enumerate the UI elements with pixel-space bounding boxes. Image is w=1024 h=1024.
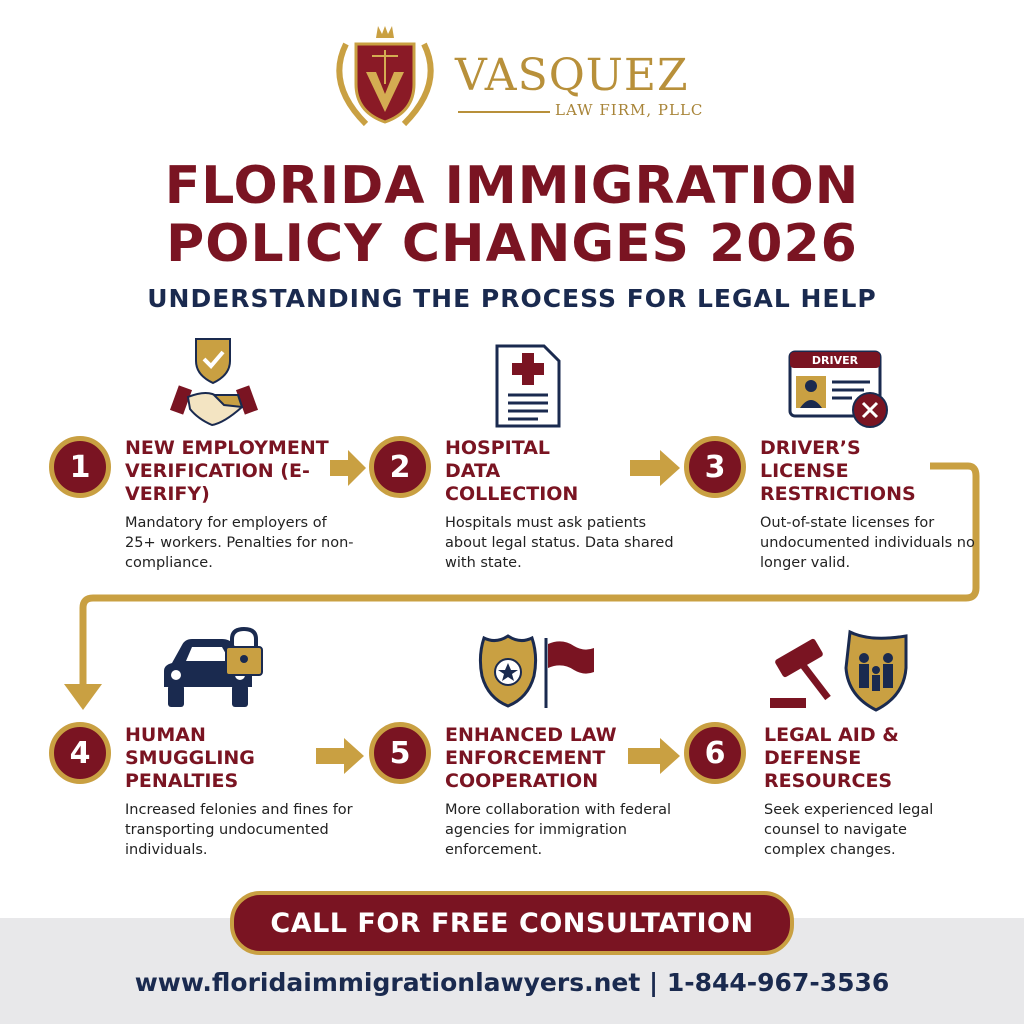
contact-info[interactable]: www.floridaimmigrationlawyers.net | 1-844-967-3536 [134, 968, 890, 997]
free-consultation-button[interactable]: CALL FOR FREE CONSULTATION [230, 891, 794, 955]
page-subtitle: UNDERSTANDING THE PROCESS FOR LEGAL HELP [147, 284, 877, 313]
arrow-5-6 [628, 738, 680, 774]
step-2-desc: Hospitals must ask patients about legal status. Data shared with state. [445, 515, 674, 571]
gavel-family-shield-icon [766, 628, 912, 714]
page-title-line1: FLORIDA IMMIGRATION [164, 156, 860, 216]
logo-name: VASQUEZ [455, 50, 689, 101]
step-4-title: HUMAN SMUGGLING PENALTIES [125, 724, 255, 792]
medical-document-icon [494, 343, 562, 429]
page-title-line2: POLICY CHANGES 2026 [166, 214, 858, 274]
car-lock-icon [160, 625, 270, 713]
step-5-title: ENHANCED LAW ENFORCEMENT COOPERATION [445, 724, 617, 792]
step-3-number: 3 [684, 436, 746, 498]
step-2-number: 2 [369, 436, 431, 498]
license-card-label: DRIVER [811, 354, 859, 367]
step-3-desc: Out-of-state licenses for undocumented individuals no longer valid. [760, 515, 975, 571]
step-2-title: HOSPITAL DATA COLLECTION [445, 437, 579, 505]
step-6-desc: Seek experienced legal counsel to navigate complex changes. [764, 802, 934, 858]
step-4-desc: Increased felonies and fines for transporting undocumented individuals. [125, 802, 353, 858]
step-5-number: 5 [369, 722, 431, 784]
step-1-number: 1 [49, 436, 111, 498]
handshake-shield-icon [168, 335, 260, 427]
license-denied-icon [788, 350, 892, 430]
badge-flag-icon [476, 632, 598, 712]
logo-subtitle: LAW FIRM, PLLC [555, 101, 704, 119]
step-1-desc: Mandatory for employers of 25+ workers. Penalties for non-compliance. [125, 515, 354, 571]
step-6-title: LEGAL AID & DEFENSE RESOURCES [764, 724, 899, 792]
arrow-4-5 [316, 738, 364, 774]
arrow-2-3 [630, 450, 680, 486]
step-4-number: 4 [49, 722, 111, 784]
step-5-desc: More collaboration with federal agencies for immigration enforcement. [445, 802, 672, 858]
step-6-number: 6 [684, 722, 746, 784]
step-1-title: NEW EMPLOYMENT VERIFICATION (E-VERIFY) [125, 437, 329, 505]
step-3-title: DRIVER’S LICENSE RESTRICTIONS [760, 437, 916, 505]
